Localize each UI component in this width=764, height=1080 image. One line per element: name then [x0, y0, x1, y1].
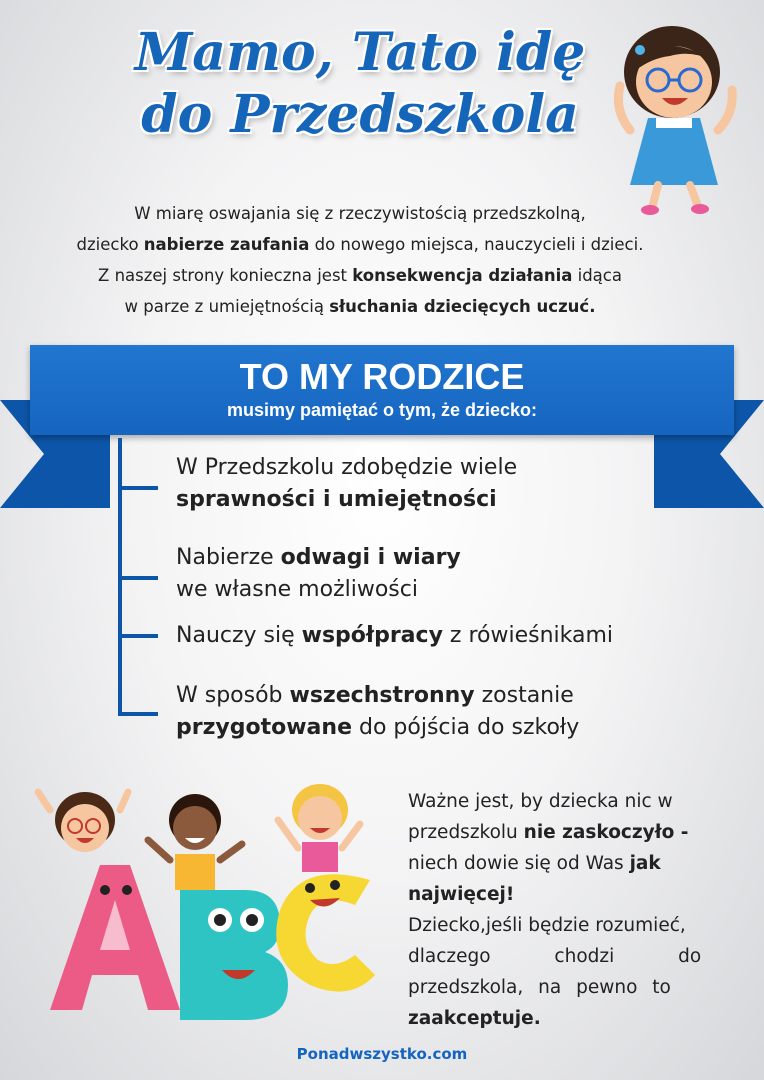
- banner-subtitle: musimy pamiętać o tym, że dziecko:: [226, 400, 538, 420]
- list-item: [176, 452, 517, 516]
- bottom-text: przedszkolu: [408, 822, 524, 843]
- list-item: [176, 680, 579, 744]
- intro-text: w parze z umiejętnością: [124, 297, 330, 316]
- bottom-line: Ważne jest, by dziecka nic w: [408, 791, 673, 812]
- bottom-line: Dziecko,jeśli będzie rozumieć,: [408, 915, 686, 936]
- item-text: Nabierze: [176, 545, 281, 570]
- item-text: W Przedszkolu zdobędzie wiele: [176, 455, 518, 480]
- kids-abc-letters-illustration: [30, 770, 390, 1030]
- bottom-paragraph: [408, 786, 728, 1034]
- title-line-2: do Przedszkola: [141, 84, 579, 146]
- ribbon-banner: [30, 345, 734, 435]
- intro-text: Z naszej strony konieczna jest: [98, 266, 353, 285]
- item-bold: przygotowane: [176, 715, 352, 740]
- intro-line-3: [40, 260, 680, 291]
- timeline-tick: [118, 486, 158, 490]
- intro-text: dziecko: [76, 235, 144, 254]
- bottom-line: dlaczego chodzi do: [408, 946, 702, 967]
- intro-line-1: [40, 198, 680, 229]
- bottom-line: [408, 817, 728, 848]
- item-bold: współpracy: [301, 623, 443, 648]
- footer-website: Ponadwszystko.com: [296, 1045, 468, 1063]
- title-line-1: Mamo, Tato idę: [134, 22, 586, 83]
- list-item: [176, 620, 613, 652]
- bottom-text: niech dowie się od Was: [408, 853, 630, 874]
- timeline-tick: [118, 576, 158, 580]
- banner-title: TO MY RODZICE: [239, 356, 525, 397]
- intro-text: W miarę oswajania się z rzeczywistością przedszkolną,: [134, 204, 586, 223]
- item-text: do pójścia do szkoły: [352, 715, 580, 740]
- item-text: z rówieśnikami: [442, 623, 614, 648]
- bottom-bold: nie zaskoczyło -: [523, 822, 689, 843]
- item-bold: wszechstronny: [289, 683, 475, 708]
- bottom-bold: jak: [629, 853, 661, 874]
- intro-bold: nabierze zaufania: [143, 235, 310, 254]
- intro-line-2: [40, 229, 680, 260]
- timeline-tick: [118, 712, 158, 716]
- item-bold: odwagi i wiary: [280, 545, 461, 570]
- intro-paragraph: [40, 198, 680, 322]
- intro-bold: konsekwencja działania: [352, 266, 573, 285]
- bottom-line: [408, 848, 728, 879]
- item-text: we własne możliwości: [176, 577, 418, 602]
- intro-text: idąca: [572, 266, 622, 285]
- bottom-bold: zaakceptuje.: [408, 1008, 541, 1029]
- intro-line-4: [40, 291, 680, 322]
- item-text: zostanie: [474, 683, 574, 708]
- bottom-line: przedszkola, na pewno to: [408, 977, 671, 998]
- timeline-tick: [118, 634, 158, 638]
- bottom-bold: najwięcej!: [408, 884, 515, 905]
- intro-text: do nowego miejsca, nauczycieli i dzieci.: [309, 235, 644, 254]
- intro-bold: słuchania dziecięcych uczuć.: [329, 297, 596, 316]
- item-bold: sprawności i umiejętności: [176, 487, 497, 512]
- item-text: W sposób: [176, 683, 290, 708]
- girl-jumping-illustration: [600, 10, 750, 215]
- list-item: [176, 542, 461, 606]
- item-text: Nauczy się: [176, 623, 302, 648]
